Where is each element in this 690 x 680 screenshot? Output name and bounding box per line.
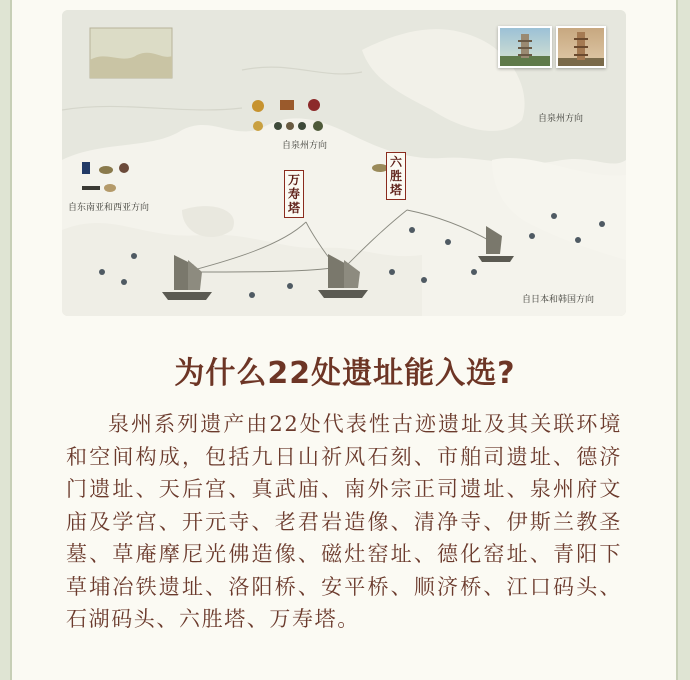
wanshou-pagoda-tag xyxy=(284,170,304,218)
label-from-quanzhou-center: 自泉州方向 xyxy=(282,141,328,151)
section-paragraph: 泉州系列遗产由22处代表性古迹遗址及其关联环境和空间构成，包括九日山祈风石刻、市舶司遗址、德济门遗址、天后宫、真武庙、南外宗正司遗址、泉州府文庙及学宫、开元寺、老君岩造像、清净寺、伊斯兰教圣墓、草庵摩尼光佛造像、磁灶窑址、德化窑址、青阳下草埔冶铁遗址、洛阳桥、安平桥、顺济桥、江口码头、石湖码头、六胜塔、万寿塔。 xyxy=(66,412,622,631)
label-from-southeast-asia: 自东南亚和西亚方向 xyxy=(68,203,150,213)
pagoda-icon xyxy=(558,28,604,66)
label-from-quanzhou-right: 自泉州方向 xyxy=(538,114,584,124)
section-title: 为什么22处遗址能入选? xyxy=(174,356,516,391)
label-from-japan-korea: 自日本和韩国方向 xyxy=(522,295,595,305)
liusheng-pagoda-label: 六 胜 塔 xyxy=(389,155,402,197)
liusheng-pagoda-tag xyxy=(386,152,406,200)
pagoda-photo-1 xyxy=(498,26,552,68)
route-map xyxy=(62,10,626,316)
pagoda-icon xyxy=(500,28,550,66)
wanshou-pagoda-label: 万 寿 塔 xyxy=(287,173,300,215)
pagoda-photo-2 xyxy=(556,26,606,68)
